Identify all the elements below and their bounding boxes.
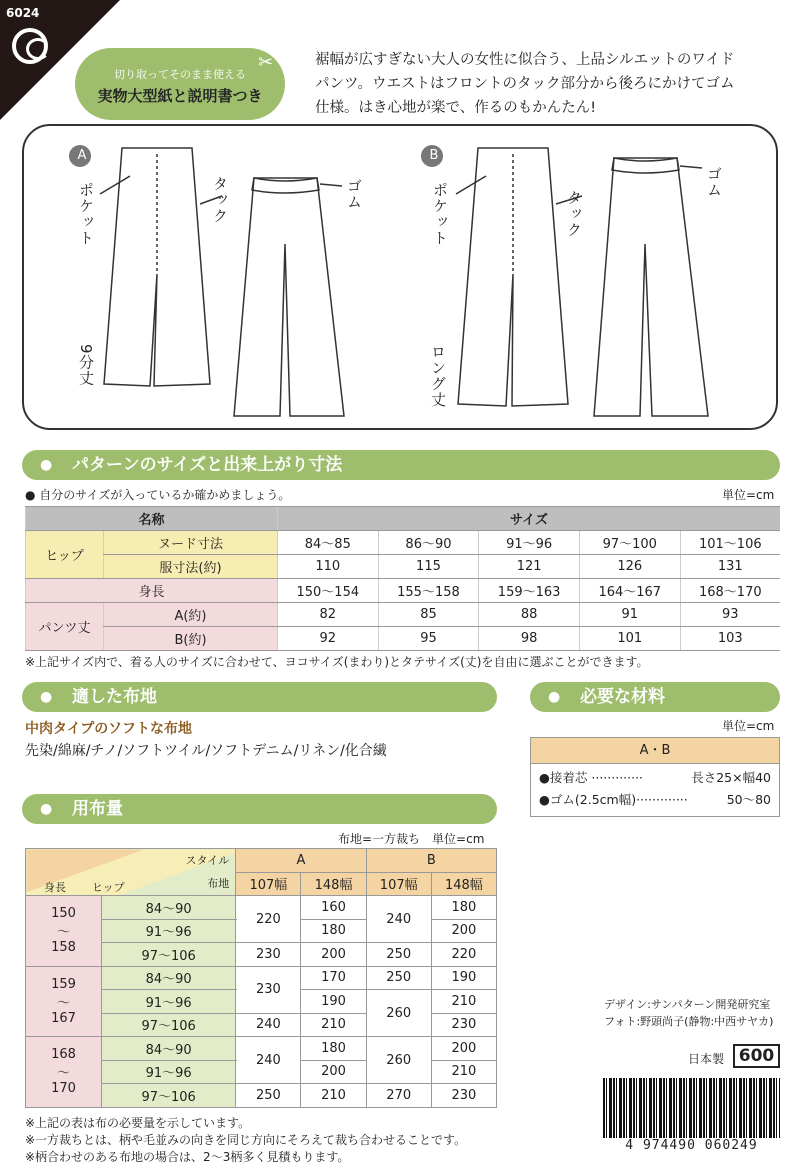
- table-cell: 220: [431, 943, 496, 967]
- yardage-table: [25, 848, 497, 1108]
- table-cell: 180: [431, 896, 496, 920]
- promo-line1: 切り取ってそのまま使える: [114, 68, 246, 81]
- materials-row: [531, 764, 779, 786]
- size-note: ● 自分のサイズが入っているか確かめましょう。: [25, 488, 291, 502]
- material-name: ●接着芯 ·············: [539, 770, 644, 785]
- yardage-corner-header: [26, 849, 236, 896]
- hip-range: 91〜96: [102, 1060, 236, 1084]
- table-cell: 101〜106: [680, 531, 780, 555]
- table-cell: 98: [479, 627, 580, 651]
- label-b-elastic: ゴム: [705, 166, 723, 198]
- height-group: 150 〜 158: [26, 896, 102, 967]
- table-cell: 190: [301, 990, 366, 1014]
- table-cell: 103: [680, 627, 780, 651]
- table-cell: 200: [301, 943, 366, 967]
- fabric-section-title: ● 適した布地: [22, 682, 497, 712]
- table-cell: 220: [236, 896, 301, 943]
- hip-range: 97〜106: [102, 1013, 236, 1037]
- hip-label: ヒップ: [26, 531, 104, 579]
- b-label: B(約): [104, 627, 278, 651]
- table-cell: 126: [579, 555, 680, 579]
- table-cell: 270: [366, 1084, 431, 1108]
- size-unit: 単位=cm: [722, 488, 775, 502]
- table-cell: 210: [431, 1060, 496, 1084]
- label-a-elastic: ゴム: [345, 178, 363, 210]
- table-cell: 155〜158: [378, 579, 479, 603]
- fabric-subtitle: 中肉タイプのソフトな布地: [25, 721, 193, 737]
- promo-line2: 実物大型紙と説明書つき: [97, 87, 263, 105]
- pants-a-front: [104, 148, 210, 386]
- col-b: B: [366, 849, 496, 873]
- height-group: 159 〜 167: [26, 966, 102, 1037]
- table-cell: 260: [366, 1037, 431, 1084]
- fabric-list: 先染/綿麻/チノ/ソフトツイル/ソフトデニム/リネン/化合繊: [25, 743, 387, 759]
- intro-line2: パンツ。ウエストはフロントのタック部分から後ろにかけてゴム: [315, 76, 735, 92]
- materials-box: [530, 737, 780, 817]
- barcode: [603, 1078, 780, 1152]
- table-cell: 230: [236, 943, 301, 967]
- table-cell: 121: [479, 555, 580, 579]
- table-cell: 159〜163: [479, 579, 580, 603]
- label-b-pocket: ポケット: [431, 182, 449, 246]
- hip-range: 97〜106: [102, 943, 236, 967]
- table-cell: 115: [378, 555, 479, 579]
- table-cell: 230: [431, 1013, 496, 1037]
- material-value: 長さ25×幅40: [691, 770, 771, 785]
- table-cell: 210: [301, 1084, 366, 1108]
- pants-length-label: パンツ丈: [26, 603, 104, 651]
- table-cell: 230: [431, 1084, 496, 1108]
- size-table: [25, 506, 780, 651]
- intro-line3: 仕様。はき心地が楽で、作るのもかんたん!: [315, 100, 597, 116]
- col-a: A: [236, 849, 366, 873]
- materials-section-title: ● 必要な材料: [530, 682, 780, 712]
- table-cell: 101: [579, 627, 680, 651]
- table-cell: 180: [301, 1037, 366, 1061]
- credit-photo: フォト:野頭尚子(静物:中西サヤカ): [604, 1015, 774, 1028]
- width-107-b: 107幅: [366, 872, 431, 896]
- size-header-name: 名称: [26, 507, 278, 531]
- yardage-note1: ※上記の表は布の必要量を示しています。: [25, 1116, 251, 1130]
- table-cell: 82: [277, 603, 378, 627]
- table-cell: 91: [579, 603, 680, 627]
- height-group: 168 〜 170: [26, 1037, 102, 1108]
- table-cell: 240: [236, 1037, 301, 1084]
- pants-a-back: [234, 178, 344, 416]
- a-label: A(約): [104, 603, 278, 627]
- style-label: スタイル: [185, 854, 230, 867]
- price-box: 600: [733, 1044, 780, 1068]
- table-cell: 190: [431, 966, 496, 990]
- barcode-digits: 4 974490 060249: [625, 1138, 758, 1153]
- table-cell: 168〜170: [680, 579, 780, 603]
- table-cell: 240: [236, 1013, 301, 1037]
- brand-logo-icon: [12, 28, 48, 64]
- label-b-length: ロング丈: [429, 344, 447, 408]
- size-footnote: ※上記サイズ内で、着る人のサイズに合わせて、ヨコサイズ(まわり)とタテサイズ(丈)を自由に選ぶことができます。: [25, 655, 649, 669]
- badge-b-label: B: [429, 148, 439, 163]
- material-value: 50〜80: [726, 792, 771, 807]
- cloth-label: 布地: [207, 877, 230, 890]
- width-148-a: 148幅: [301, 872, 366, 896]
- table-cell: 170: [301, 966, 366, 990]
- product-code: 6024: [6, 6, 40, 20]
- nude-label: ヌード寸法: [104, 531, 278, 555]
- hip-corner-label: ヒップ: [92, 881, 125, 894]
- table-cell: 210: [301, 1013, 366, 1037]
- label-a-length: 9分丈: [77, 344, 95, 387]
- made-in: 日本製: [688, 1052, 725, 1066]
- label-a-tuck: タック: [211, 176, 229, 224]
- hip-range: 91〜96: [102, 919, 236, 943]
- hip-range: 91〜96: [102, 990, 236, 1014]
- table-cell: 200: [431, 919, 496, 943]
- hip-range: 84〜90: [102, 896, 236, 920]
- yardage-note3: ※柄合わせのある布地の場合は、2〜3柄多く見積もります。: [25, 1150, 350, 1164]
- hip-range: 84〜90: [102, 966, 236, 990]
- pants-b-back: [594, 158, 708, 416]
- table-cell: 164〜167: [579, 579, 680, 603]
- table-cell: 250: [366, 966, 431, 990]
- table-cell: 230: [236, 966, 301, 1013]
- table-cell: 93: [680, 603, 780, 627]
- yardage-note2: ※一方裁ちとは、柄や毛並みの向きを同じ方向にそろえて裁ち合わせることです。: [25, 1133, 467, 1147]
- credit-design: デザイン:サンパターン開発研究室: [604, 998, 771, 1011]
- materials-row: [531, 786, 779, 808]
- table-cell: 92: [277, 627, 378, 651]
- table-cell: 84〜85: [277, 531, 378, 555]
- intro-text: [315, 48, 785, 120]
- table-cell: 86〜90: [378, 531, 479, 555]
- table-cell: 200: [301, 1060, 366, 1084]
- yardage-section-title: ● 用布量: [22, 794, 497, 824]
- material-name: ●ゴム(2.5cm幅)·············: [539, 792, 688, 807]
- yardage-meta: 布地=一方裁ち 単位=cm: [338, 832, 485, 846]
- scissors-icon: ✂: [258, 52, 274, 73]
- height-label: 身長: [26, 579, 278, 603]
- label-b-tuck: タック: [565, 190, 583, 238]
- table-cell: 250: [366, 943, 431, 967]
- table-cell: 160: [301, 896, 366, 920]
- width-148-b: 148幅: [431, 872, 496, 896]
- hip-range: 97〜106: [102, 1084, 236, 1108]
- materials-unit: 単位=cm: [722, 719, 775, 733]
- pants-illustrations: [22, 124, 778, 430]
- badge-a-label: A: [77, 148, 87, 163]
- table-cell: 250: [236, 1084, 301, 1108]
- promo-badge: [75, 48, 285, 120]
- table-cell: 97〜100: [579, 531, 680, 555]
- illustration-panel: [22, 124, 778, 430]
- table-cell: 91〜96: [479, 531, 580, 555]
- table-cell: 210: [431, 990, 496, 1014]
- table-cell: 240: [366, 896, 431, 943]
- intro-line1: 裾幅が広すぎない大人の女性に似合う、上品シルエットのワイド: [315, 52, 735, 68]
- table-cell: 200: [431, 1037, 496, 1061]
- label-a-pocket: ポケット: [77, 182, 95, 246]
- width-107-a: 107幅: [236, 872, 301, 896]
- hip-range: 84〜90: [102, 1037, 236, 1061]
- size-header-size: サイズ: [277, 507, 780, 531]
- table-cell: 85: [378, 603, 479, 627]
- table-cell: 150〜154: [277, 579, 378, 603]
- table-cell: 131: [680, 555, 780, 579]
- table-cell: 88: [479, 603, 580, 627]
- materials-header: A・B: [531, 738, 779, 764]
- garment-label: 服寸法(約): [104, 555, 278, 579]
- table-cell: 95: [378, 627, 479, 651]
- table-cell: 110: [277, 555, 378, 579]
- barcode-bars: [603, 1078, 780, 1138]
- table-cell: 180: [301, 919, 366, 943]
- table-cell: 260: [366, 990, 431, 1037]
- height-corner-label: 身長: [44, 881, 66, 894]
- size-section-title: ● パターンのサイズと出来上がり寸法: [22, 450, 780, 480]
